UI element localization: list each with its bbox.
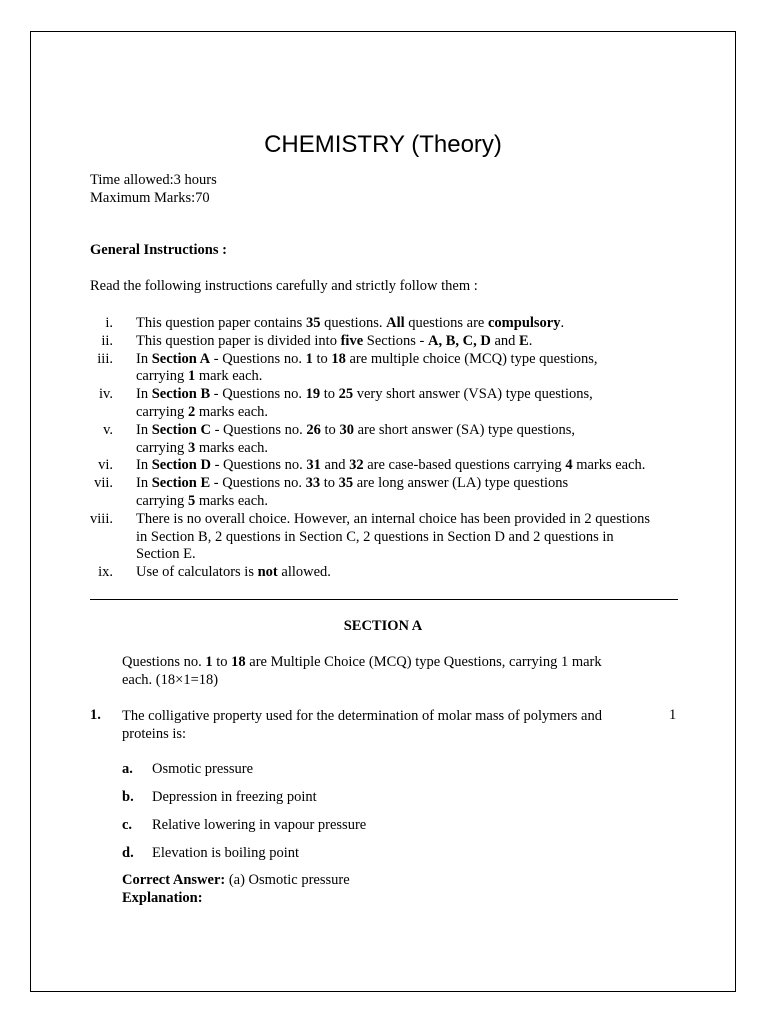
instruction-text bbox=[136, 457, 691, 475]
instruction-text-segment: compulsory bbox=[487, 315, 561, 331]
instruction-text-segment: five bbox=[340, 332, 364, 349]
instruction-text-segment: Section A bbox=[151, 350, 211, 367]
option-letter: b. bbox=[122, 789, 134, 805]
option-item bbox=[122, 761, 366, 789]
paper-title: CHEMISTRY (Theory) bbox=[264, 131, 502, 158]
instruction-text-segment: E bbox=[519, 332, 529, 349]
option-text: Elevation is boiling point bbox=[152, 845, 300, 861]
instruction-text-segment: in Section B, 2 questions in Section C, 2 questions in Section D and 2 questions in bbox=[136, 528, 614, 545]
instruction-text-segment: 18 bbox=[331, 350, 346, 367]
instruction-text-segment: marks each. bbox=[195, 439, 269, 456]
instruction-text-segment: carrying bbox=[136, 439, 188, 456]
question-number: 1. bbox=[90, 707, 101, 723]
instruction-number: vi. bbox=[98, 457, 113, 474]
instruction-item bbox=[71, 315, 691, 333]
instruction-number: ii. bbox=[101, 332, 113, 349]
instruction-text-segment: are long answer (LA) type questions bbox=[353, 475, 569, 492]
instruction-number: viii. bbox=[90, 510, 113, 527]
instruction-text-segment: This question paper is divided into bbox=[136, 332, 341, 349]
instructions-intro: Read the following instructions carefully and strictly follow them : bbox=[90, 278, 478, 294]
instruction-text-segment: and bbox=[320, 457, 350, 474]
time-allowed: Time allowed:3 hours bbox=[90, 172, 217, 188]
instruction-text-segment: carrying bbox=[136, 492, 188, 509]
section-note-segment: 18 bbox=[231, 654, 246, 670]
section-note-segment: Questions no. bbox=[122, 654, 206, 670]
instruction-text-segment: In bbox=[136, 475, 152, 492]
instruction-text-segment: In bbox=[136, 350, 152, 367]
instruction-text-segment: marks each. bbox=[195, 492, 269, 509]
section-note-segment: each. (18×1=18) bbox=[122, 672, 219, 688]
instruction-text-segment: In bbox=[136, 457, 152, 474]
instruction-text-segment: questions. bbox=[320, 315, 387, 331]
instruction-text-segment: Section E bbox=[151, 475, 211, 492]
instructions-list bbox=[71, 315, 691, 582]
section-note-segment: to bbox=[212, 654, 232, 670]
options-list bbox=[122, 761, 366, 873]
section-note bbox=[122, 653, 632, 689]
correct-answer bbox=[122, 872, 350, 890]
instruction-text-segment: marks each. bbox=[572, 457, 646, 474]
instruction-text-segment: and bbox=[490, 332, 520, 349]
instruction-text-segment: carrying bbox=[136, 368, 188, 385]
instruction-text-segment: 25 bbox=[338, 386, 354, 403]
instruction-item bbox=[71, 333, 691, 351]
instruction-text bbox=[136, 351, 691, 387]
instruction-text bbox=[136, 386, 691, 422]
correct-answer-label: Correct Answer: bbox=[122, 872, 226, 888]
instruction-text-segment: 35 bbox=[305, 315, 321, 331]
instruction-item bbox=[71, 564, 691, 582]
instruction-text-segment: - Questions no. bbox=[210, 421, 307, 438]
instruction-text-segment: very short answer (VSA) type questions, bbox=[353, 386, 593, 403]
instruction-text bbox=[136, 511, 691, 564]
option-letter: c. bbox=[122, 817, 133, 833]
instruction-text-segment: Section E. bbox=[136, 546, 196, 563]
instruction-text-segment: 26 bbox=[306, 421, 321, 438]
option-item bbox=[122, 789, 366, 817]
instruction-number: i. bbox=[105, 315, 113, 331]
option-text: Relative lowering in vapour pressure bbox=[152, 817, 367, 833]
option-item bbox=[122, 817, 366, 845]
instruction-number: ix. bbox=[98, 564, 113, 581]
instruction-text-segment: Sections - bbox=[363, 332, 428, 349]
instruction-text-segment: - Questions no. bbox=[210, 457, 307, 474]
question-text-line: proteins is: bbox=[122, 726, 187, 742]
instruction-text bbox=[136, 475, 691, 511]
section-title: SECTION A bbox=[343, 618, 423, 634]
instruction-text-segment: . bbox=[560, 315, 565, 331]
instruction-text-segment: marks each. bbox=[195, 403, 269, 420]
instruction-text bbox=[136, 315, 691, 333]
instruction-text-segment: carrying bbox=[136, 403, 188, 420]
section-note-segment: 1 bbox=[205, 654, 213, 670]
instruction-item bbox=[71, 475, 691, 511]
answer-block bbox=[122, 872, 350, 907]
instruction-text-segment: 35 bbox=[338, 475, 354, 492]
instruction-item bbox=[71, 511, 691, 564]
question-text bbox=[122, 707, 632, 743]
instruction-number: iv. bbox=[99, 386, 113, 403]
general-instructions-heading: General Instructions : bbox=[90, 242, 227, 258]
option-letter: a. bbox=[122, 761, 133, 777]
paper-meta bbox=[90, 171, 217, 207]
instruction-text-segment: 5 bbox=[187, 492, 196, 509]
instruction-item bbox=[71, 422, 691, 458]
instruction-text-segment: 4 bbox=[565, 457, 573, 474]
instruction-text-segment: This question paper contains bbox=[136, 315, 306, 331]
instruction-text-segment: questions are bbox=[404, 315, 488, 331]
instruction-text-segment: . bbox=[528, 332, 533, 349]
instruction-text-segment: are multiple choice (MCQ) type questions, bbox=[345, 350, 598, 367]
instruction-text-segment: 33 bbox=[305, 475, 321, 492]
instruction-item bbox=[71, 457, 691, 475]
question-paper-page bbox=[30, 31, 736, 992]
instruction-text-segment: 32 bbox=[349, 457, 364, 474]
instruction-text-segment: - Questions no. bbox=[210, 350, 306, 367]
instruction-text-segment: to bbox=[312, 350, 332, 367]
instruction-text bbox=[136, 564, 691, 582]
instruction-number: vii. bbox=[94, 475, 113, 492]
option-text: Osmotic pressure bbox=[152, 761, 254, 777]
instruction-text-segment: - Questions no. bbox=[210, 475, 306, 492]
instruction-text-segment: 19 bbox=[305, 386, 321, 403]
instruction-number: iii. bbox=[97, 350, 113, 367]
instruction-text-segment: are short answer (SA) type questions, bbox=[353, 421, 576, 438]
option-item bbox=[122, 845, 366, 873]
instruction-text-segment: - Questions no. bbox=[210, 386, 306, 403]
instruction-text-segment: 2 bbox=[187, 403, 196, 420]
instruction-text-segment: A, B, C, D bbox=[427, 332, 491, 349]
question-text-line: The colligative property used for the determination of molar mass of polymers and bbox=[122, 708, 602, 724]
instruction-text-segment: All bbox=[386, 315, 405, 331]
instruction-text-segment: to bbox=[320, 386, 339, 403]
instruction-text-segment: 3 bbox=[187, 439, 196, 456]
instruction-text-segment: In bbox=[136, 386, 152, 403]
maximum-marks: Maximum Marks:70 bbox=[90, 190, 210, 206]
instruction-number: v. bbox=[103, 421, 113, 438]
instruction-item bbox=[71, 351, 691, 387]
instruction-text-segment: mark each. bbox=[195, 368, 263, 385]
option-text: Depression in freezing point bbox=[152, 789, 317, 805]
instruction-text-segment: not bbox=[257, 564, 278, 581]
instruction-text-segment: 30 bbox=[339, 421, 354, 438]
instruction-text bbox=[136, 422, 691, 458]
instruction-text bbox=[136, 333, 691, 351]
instruction-text-segment: Section B bbox=[151, 386, 211, 403]
instruction-text-segment: to bbox=[320, 475, 339, 492]
instruction-text-segment: There is no overall choice. However, an internal choice has been provided in 2 questions bbox=[136, 510, 650, 527]
instruction-text-segment: In bbox=[136, 421, 152, 438]
instruction-text-segment: allowed. bbox=[277, 564, 331, 581]
question-marks: 1 bbox=[669, 707, 677, 723]
instruction-text-segment: to bbox=[320, 421, 340, 438]
section-divider bbox=[90, 599, 678, 600]
instruction-text-segment: 1 bbox=[305, 350, 313, 367]
section-note-segment: are Multiple Choice (MCQ) type Questions, carrying 1 mark bbox=[245, 654, 602, 670]
instruction-text-segment: are case-based questions carrying bbox=[363, 457, 566, 474]
correct-answer-text: (a) Osmotic pressure bbox=[225, 872, 350, 888]
instruction-text-segment: 1 bbox=[187, 368, 196, 385]
instruction-item bbox=[71, 386, 691, 422]
instruction-text-segment: Section C bbox=[151, 421, 211, 438]
instruction-text-segment: Use of calculators is bbox=[136, 564, 258, 581]
instruction-text-segment: Section D bbox=[151, 457, 211, 474]
explanation-label: Explanation: bbox=[122, 889, 203, 906]
instruction-text-segment: 31 bbox=[306, 457, 321, 474]
option-letter: d. bbox=[122, 845, 134, 861]
